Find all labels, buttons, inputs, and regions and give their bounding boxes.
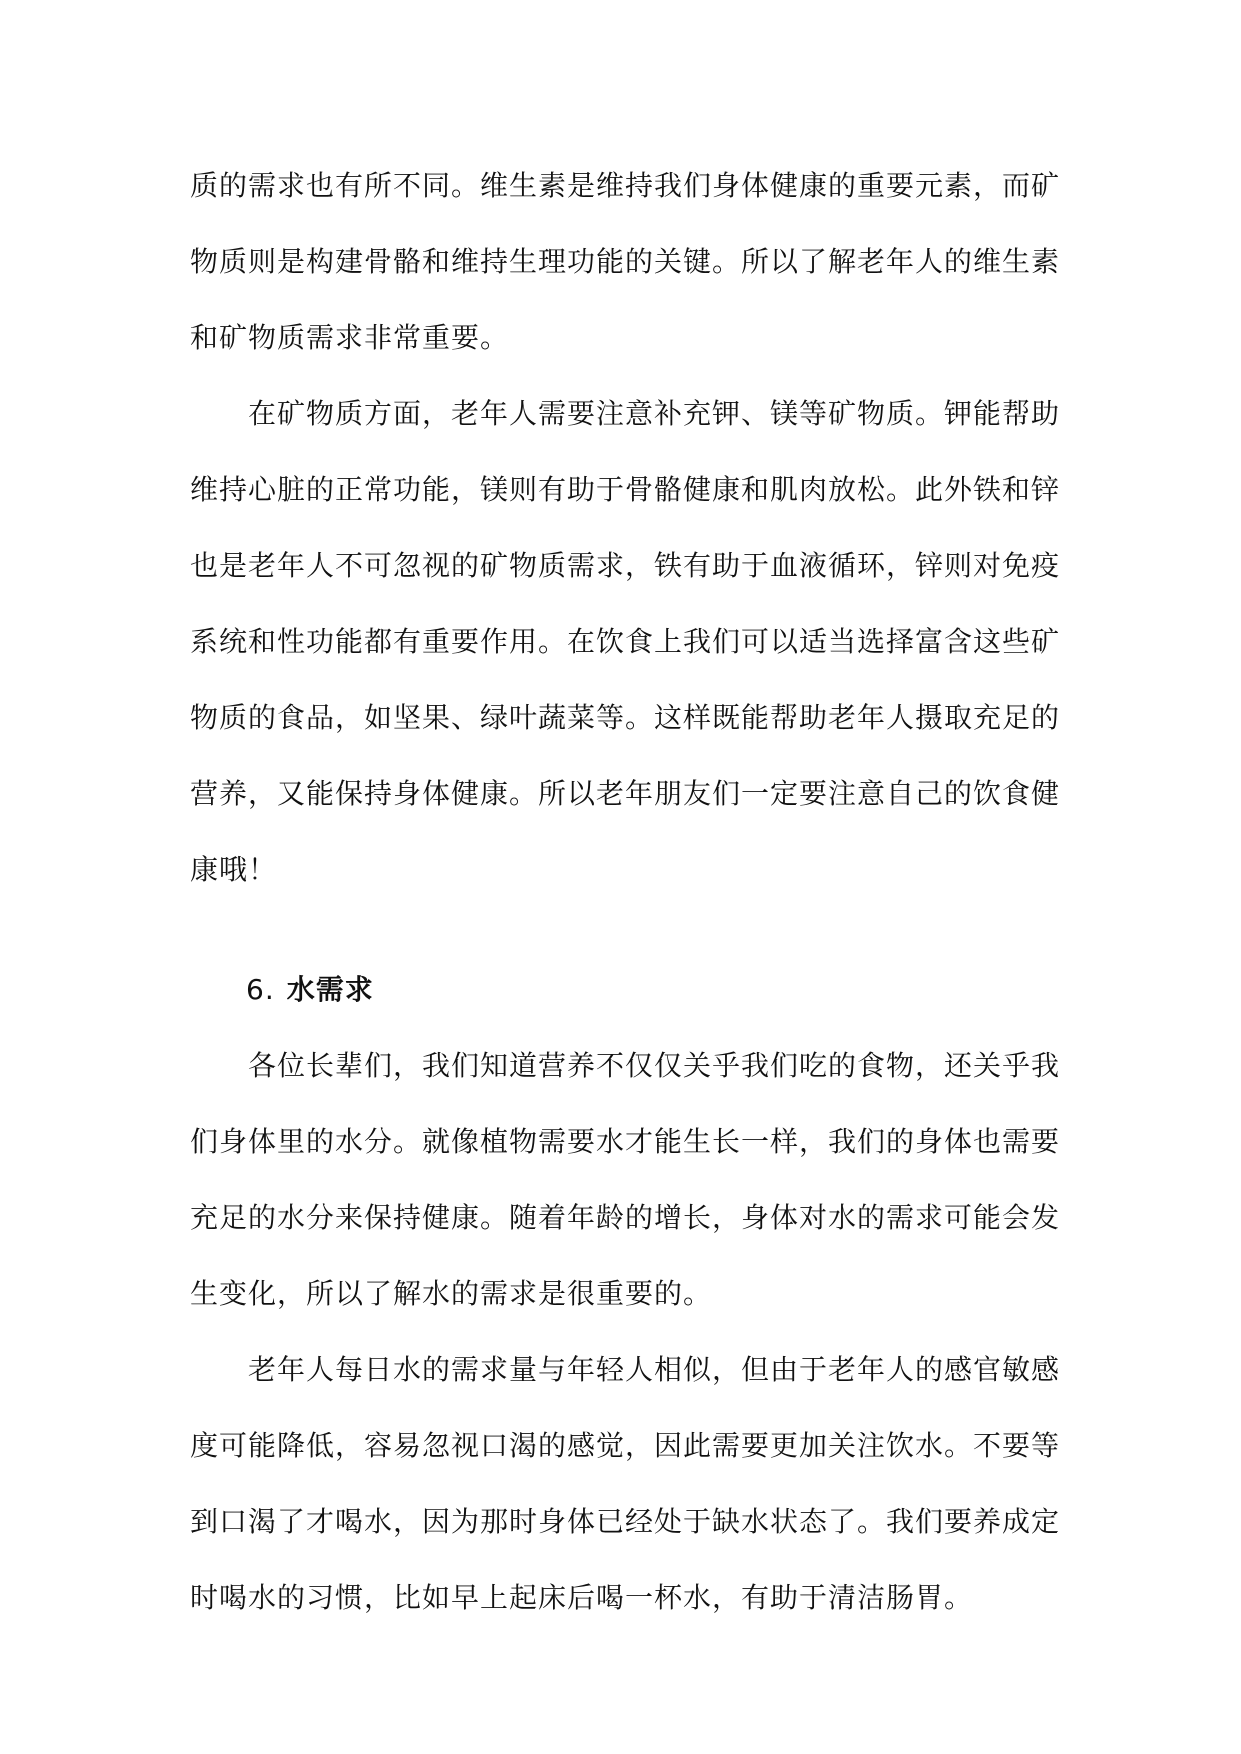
section-heading <box>190 952 1060 1028</box>
paragraph-water-intro: 各位长辈们，我们知道营养不仅仅关乎我们吃的食物，还关乎我们身体里的水分。就像植物需要水才能生长一样，我们的身体也需要充足的水分来保持健康。随着年龄的增长，身体对水的需求可能会发生变化，所以了解水的需求是很重要的。 <box>190 1049 1061 1310</box>
text-column <box>190 148 1060 1636</box>
paragraph-minerals: 在矿物质方面，老年人需要注意补充钾、镁等矿物质。钾能帮助维持心脏的正常功能，镁则有助于骨骼健康和肌肉放松。此外铁和锌也是老年人不可忽视的矿物质需求，铁有助于血液循环，锌则对免疫系统和性功能都有重要作用。在饮食上我们可以适当选择富含这些矿物质的食品，如坚果、绿叶蔬菜等。这样既能帮助老年人摄取充足的营养，又能保持身体健康。所以老年朋友们一定要注意自己的饮食健康哦！ <box>190 397 1061 886</box>
paragraph-water-daily: 老年人每日水的需求量与年轻人相似，但由于老年人的感官敏感度可能降低，容易忽视口渴的感觉，因此需要更加关注饮水。不要等到口渴了才喝水，因为那时身体已经处于缺水状态了。我们要养成定时喝水的习惯，比如早上起床后喝一杯水，有助于清洁肠胃。 <box>190 1353 1061 1614</box>
paragraph-continued: 质的需求也有所不同。维生素是维持我们身体健康的重要元素，而矿物质则是构建骨骼和维持生理功能的关键。所以了解老年人的维生素和矿物质需求非常重要。 <box>190 169 1061 354</box>
section-title: 水需求 <box>286 973 374 1006</box>
section-number: 6. <box>246 973 275 1006</box>
